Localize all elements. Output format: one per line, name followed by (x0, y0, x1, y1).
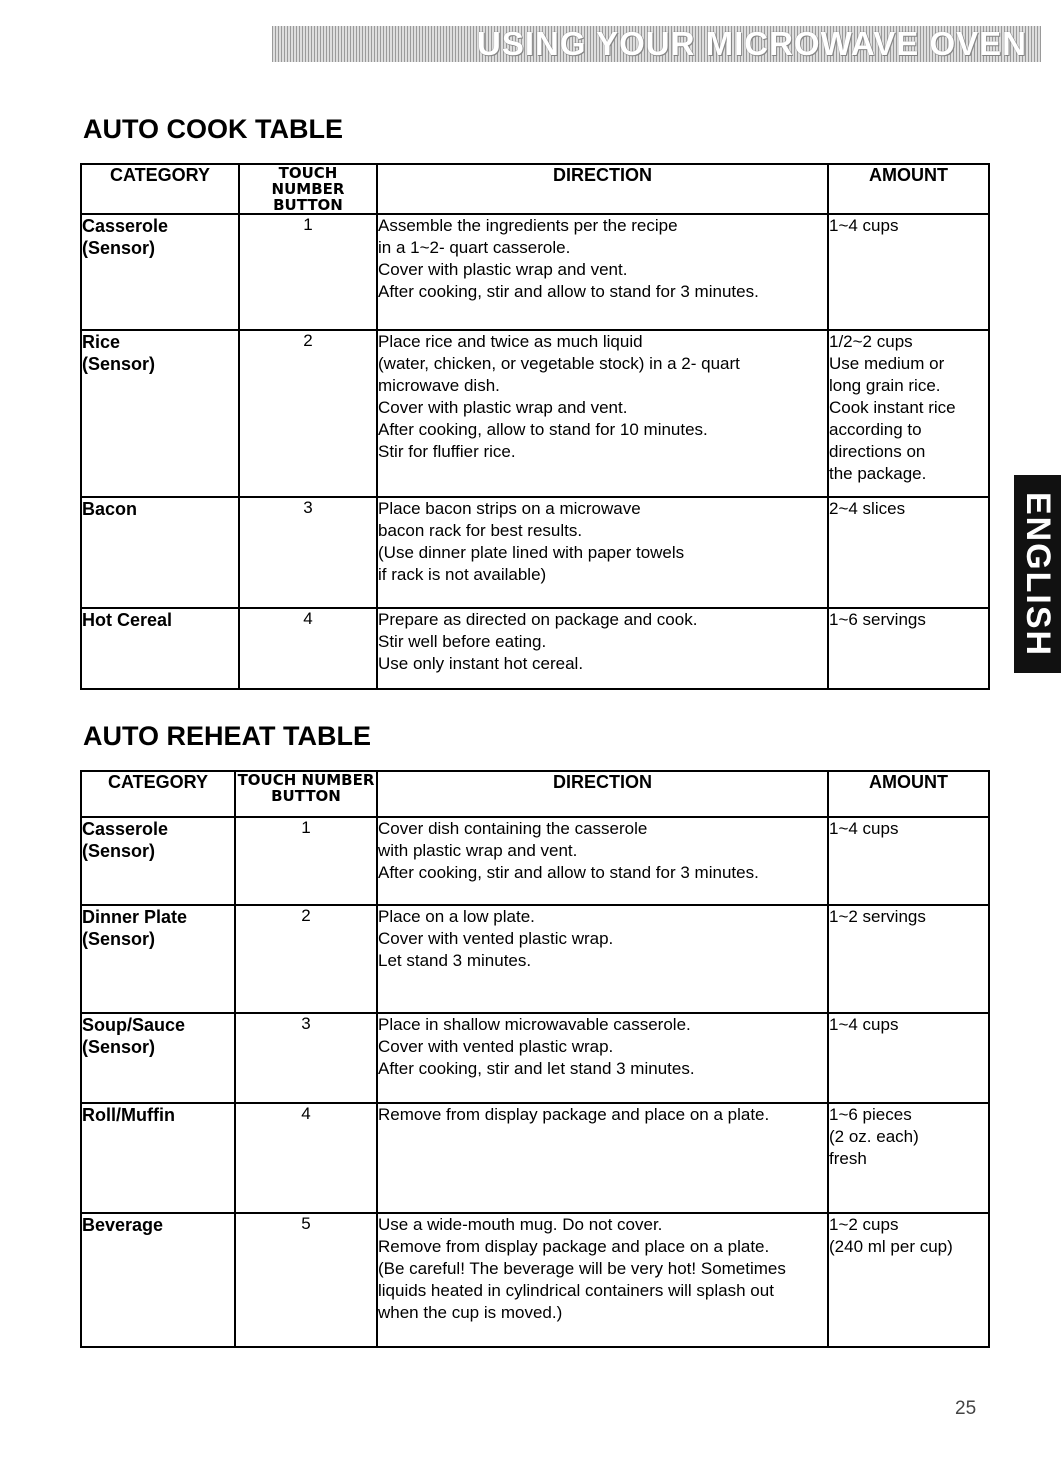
direction-cell (377, 1013, 828, 1103)
amount-cell (828, 1213, 989, 1347)
direction-cell (377, 608, 828, 689)
category-line: (Sensor) (82, 1037, 156, 1057)
touch-number-cell: 4 (239, 608, 377, 689)
amount-line: according to (829, 420, 922, 439)
direction-line: Place rice and twice as much liquid (378, 332, 643, 351)
direction-line: Remove from display package and place on a plate. (378, 1237, 770, 1256)
category-line: Hot Cereal (82, 610, 173, 630)
direction-line: After cooking, stir and allow to stand for 3 minutes. (378, 282, 759, 301)
amount-line: fresh (829, 1149, 867, 1168)
amount-line: 1~2 cups (829, 1215, 899, 1234)
table-row (81, 817, 989, 905)
category-line: Roll/Muffin (82, 1105, 175, 1125)
amount-line: directions on (829, 442, 926, 461)
category-line: Soup/Sauce (82, 1015, 186, 1035)
direction-line: Use a wide-mouth mug. Do not cover. (378, 1215, 663, 1234)
amount-cell (828, 905, 989, 1013)
direction-cell (377, 497, 828, 608)
direction-line: Cover with plastic wrap and vent. (378, 398, 628, 417)
direction-line: liquids heated in cylindrical containers will splash out (378, 1281, 774, 1300)
direction-line: Place on a low plate. (378, 907, 535, 926)
direction-line: (Use dinner plate lined with paper towels (378, 543, 685, 562)
direction-line: microwave dish. (378, 376, 500, 395)
amount-cell (828, 214, 989, 330)
table-row (81, 1213, 989, 1347)
category-line: (Sensor) (82, 354, 156, 374)
table-header-row (81, 164, 989, 214)
table-row (81, 214, 989, 330)
category-line: (Sensor) (82, 841, 156, 861)
section-banner (272, 26, 1041, 62)
column-header-amount: AMOUNT (828, 164, 989, 214)
amount-cell (828, 608, 989, 689)
category-cell (81, 214, 239, 330)
category-line: Rice (82, 332, 121, 352)
direction-line: (Be careful! The beverage will be very hot! Sometimes (378, 1259, 786, 1278)
touch-number-cell: 1 (235, 817, 377, 905)
direction-line: in a 1~2- quart casserole. (378, 238, 571, 257)
amount-line: 1~4 cups (829, 216, 899, 235)
column-header-button-line2: BUTTON (271, 787, 341, 805)
amount-line: 1~6 pieces (829, 1105, 912, 1124)
page-number: 25 (955, 1398, 977, 1419)
direction-line: (water, chicken, or vegetable stock) in a 2- quart (378, 354, 740, 373)
amount-line: 1~2 servings (829, 907, 926, 926)
direction-line: Assemble the ingredients per the recipe (378, 216, 678, 235)
direction-line: After cooking, allow to stand for 10 minutes. (378, 420, 708, 439)
direction-line: Cover with vented plastic wrap. (378, 1037, 614, 1056)
column-header-button-line1: TOUCH NUMBER (237, 771, 375, 789)
category-cell (81, 1103, 235, 1213)
column-header-direction: DIRECTION (377, 164, 828, 214)
direction-line: Stir for fluffier rice. (378, 442, 516, 461)
touch-number-cell: 1 (239, 214, 377, 330)
direction-line: After cooking, stir and let stand 3 minutes. (378, 1059, 695, 1078)
direction-line: Cover with vented plastic wrap. (378, 929, 614, 948)
amount-cell (828, 1103, 989, 1213)
table-header-row (81, 771, 989, 817)
direction-line: with plastic wrap and vent. (378, 841, 578, 860)
touch-number-cell: 3 (235, 1013, 377, 1103)
category-line: Beverage (82, 1215, 164, 1235)
table-row (81, 1103, 989, 1213)
direction-line: Prepare as directed on package and cook. (378, 610, 698, 629)
direction-cell (377, 1103, 828, 1213)
category-cell (81, 1213, 235, 1347)
amount-cell (828, 497, 989, 608)
column-header-button-line1: TOUCH NUMBER (271, 164, 345, 198)
column-header-direction: DIRECTION (377, 771, 828, 817)
amount-cell (828, 330, 989, 497)
table-row (81, 1013, 989, 1103)
table-row (81, 905, 989, 1013)
direction-cell (377, 1213, 828, 1347)
table-row (81, 608, 989, 689)
column-header-amount: AMOUNT (828, 771, 989, 817)
category-cell (81, 497, 239, 608)
direction-cell (377, 905, 828, 1013)
column-header-touch-number-button (235, 771, 377, 817)
table-row (81, 497, 989, 608)
column-header-button-line2: BUTTON (273, 196, 343, 214)
touch-number-cell: 5 (235, 1213, 377, 1347)
touch-number-cell: 3 (239, 497, 377, 608)
amount-line: 1~6 servings (829, 610, 926, 629)
direction-line: Place in shallow microwavable casserole. (378, 1015, 691, 1034)
table-row (81, 330, 989, 497)
auto-reheat-table (80, 770, 990, 1348)
direction-line: Use only instant hot cereal. (378, 654, 584, 673)
touch-number-cell: 2 (235, 905, 377, 1013)
direction-line: Remove from display package and place on a plate. (378, 1105, 770, 1124)
auto-reheat-title: AUTO REHEAT TABLE (83, 721, 371, 751)
language-tab (1014, 475, 1061, 673)
direction-line: After cooking, stir and allow to stand for 3 minutes. (378, 863, 759, 882)
amount-line: the package. (829, 464, 927, 483)
column-header-touch-number-button (239, 164, 377, 214)
category-line: Casserole (82, 819, 169, 839)
direction-line: Stir well before eating. (378, 632, 547, 651)
category-line: (Sensor) (82, 929, 156, 949)
category-cell (81, 1013, 235, 1103)
amount-line: Use medium or (829, 354, 945, 373)
amount-line: 1~4 cups (829, 1015, 899, 1034)
category-line: Casserole (82, 216, 169, 236)
amount-cell (828, 1013, 989, 1103)
category-cell (81, 817, 235, 905)
auto-cook-title: AUTO COOK TABLE (83, 114, 343, 144)
direction-line: Cover dish containing the casserole (378, 819, 648, 838)
direction-cell (377, 817, 828, 905)
amount-cell (828, 817, 989, 905)
direction-line: when the cup is moved.) (378, 1303, 563, 1322)
direction-line: Cover with plastic wrap and vent. (378, 260, 628, 279)
category-line: Dinner Plate (82, 907, 188, 927)
language-tab-label: ENGLISH (1019, 491, 1057, 657)
direction-line: bacon rack for best results. (378, 521, 583, 540)
direction-cell (377, 214, 828, 330)
direction-cell (377, 330, 828, 497)
direction-line: Place bacon strips on a microwave (378, 499, 641, 518)
banner-text: USING YOUR MICROWAVE OVEN (476, 26, 1027, 62)
amount-line: 2~4 slices (829, 499, 906, 518)
direction-line: Let stand 3 minutes. (378, 951, 532, 970)
category-cell (81, 905, 235, 1013)
category-cell (81, 608, 239, 689)
touch-number-cell: 4 (235, 1103, 377, 1213)
column-header-category: CATEGORY (81, 771, 235, 817)
amount-line: (2 oz. each) (829, 1127, 919, 1146)
category-line: (Sensor) (82, 238, 156, 258)
column-header-category: CATEGORY (81, 164, 239, 214)
amount-line: 1~4 cups (829, 819, 899, 838)
amount-line: 1/2~2 cups (829, 332, 913, 351)
amount-line: (240 ml per cup) (829, 1237, 953, 1256)
category-cell (81, 330, 239, 497)
amount-line: long grain rice. (829, 376, 941, 395)
amount-line: Cook instant rice (829, 398, 956, 417)
touch-number-cell: 2 (239, 330, 377, 497)
category-line: Bacon (82, 499, 138, 519)
auto-cook-table (80, 163, 990, 690)
direction-line: if rack is not available) (378, 565, 547, 584)
